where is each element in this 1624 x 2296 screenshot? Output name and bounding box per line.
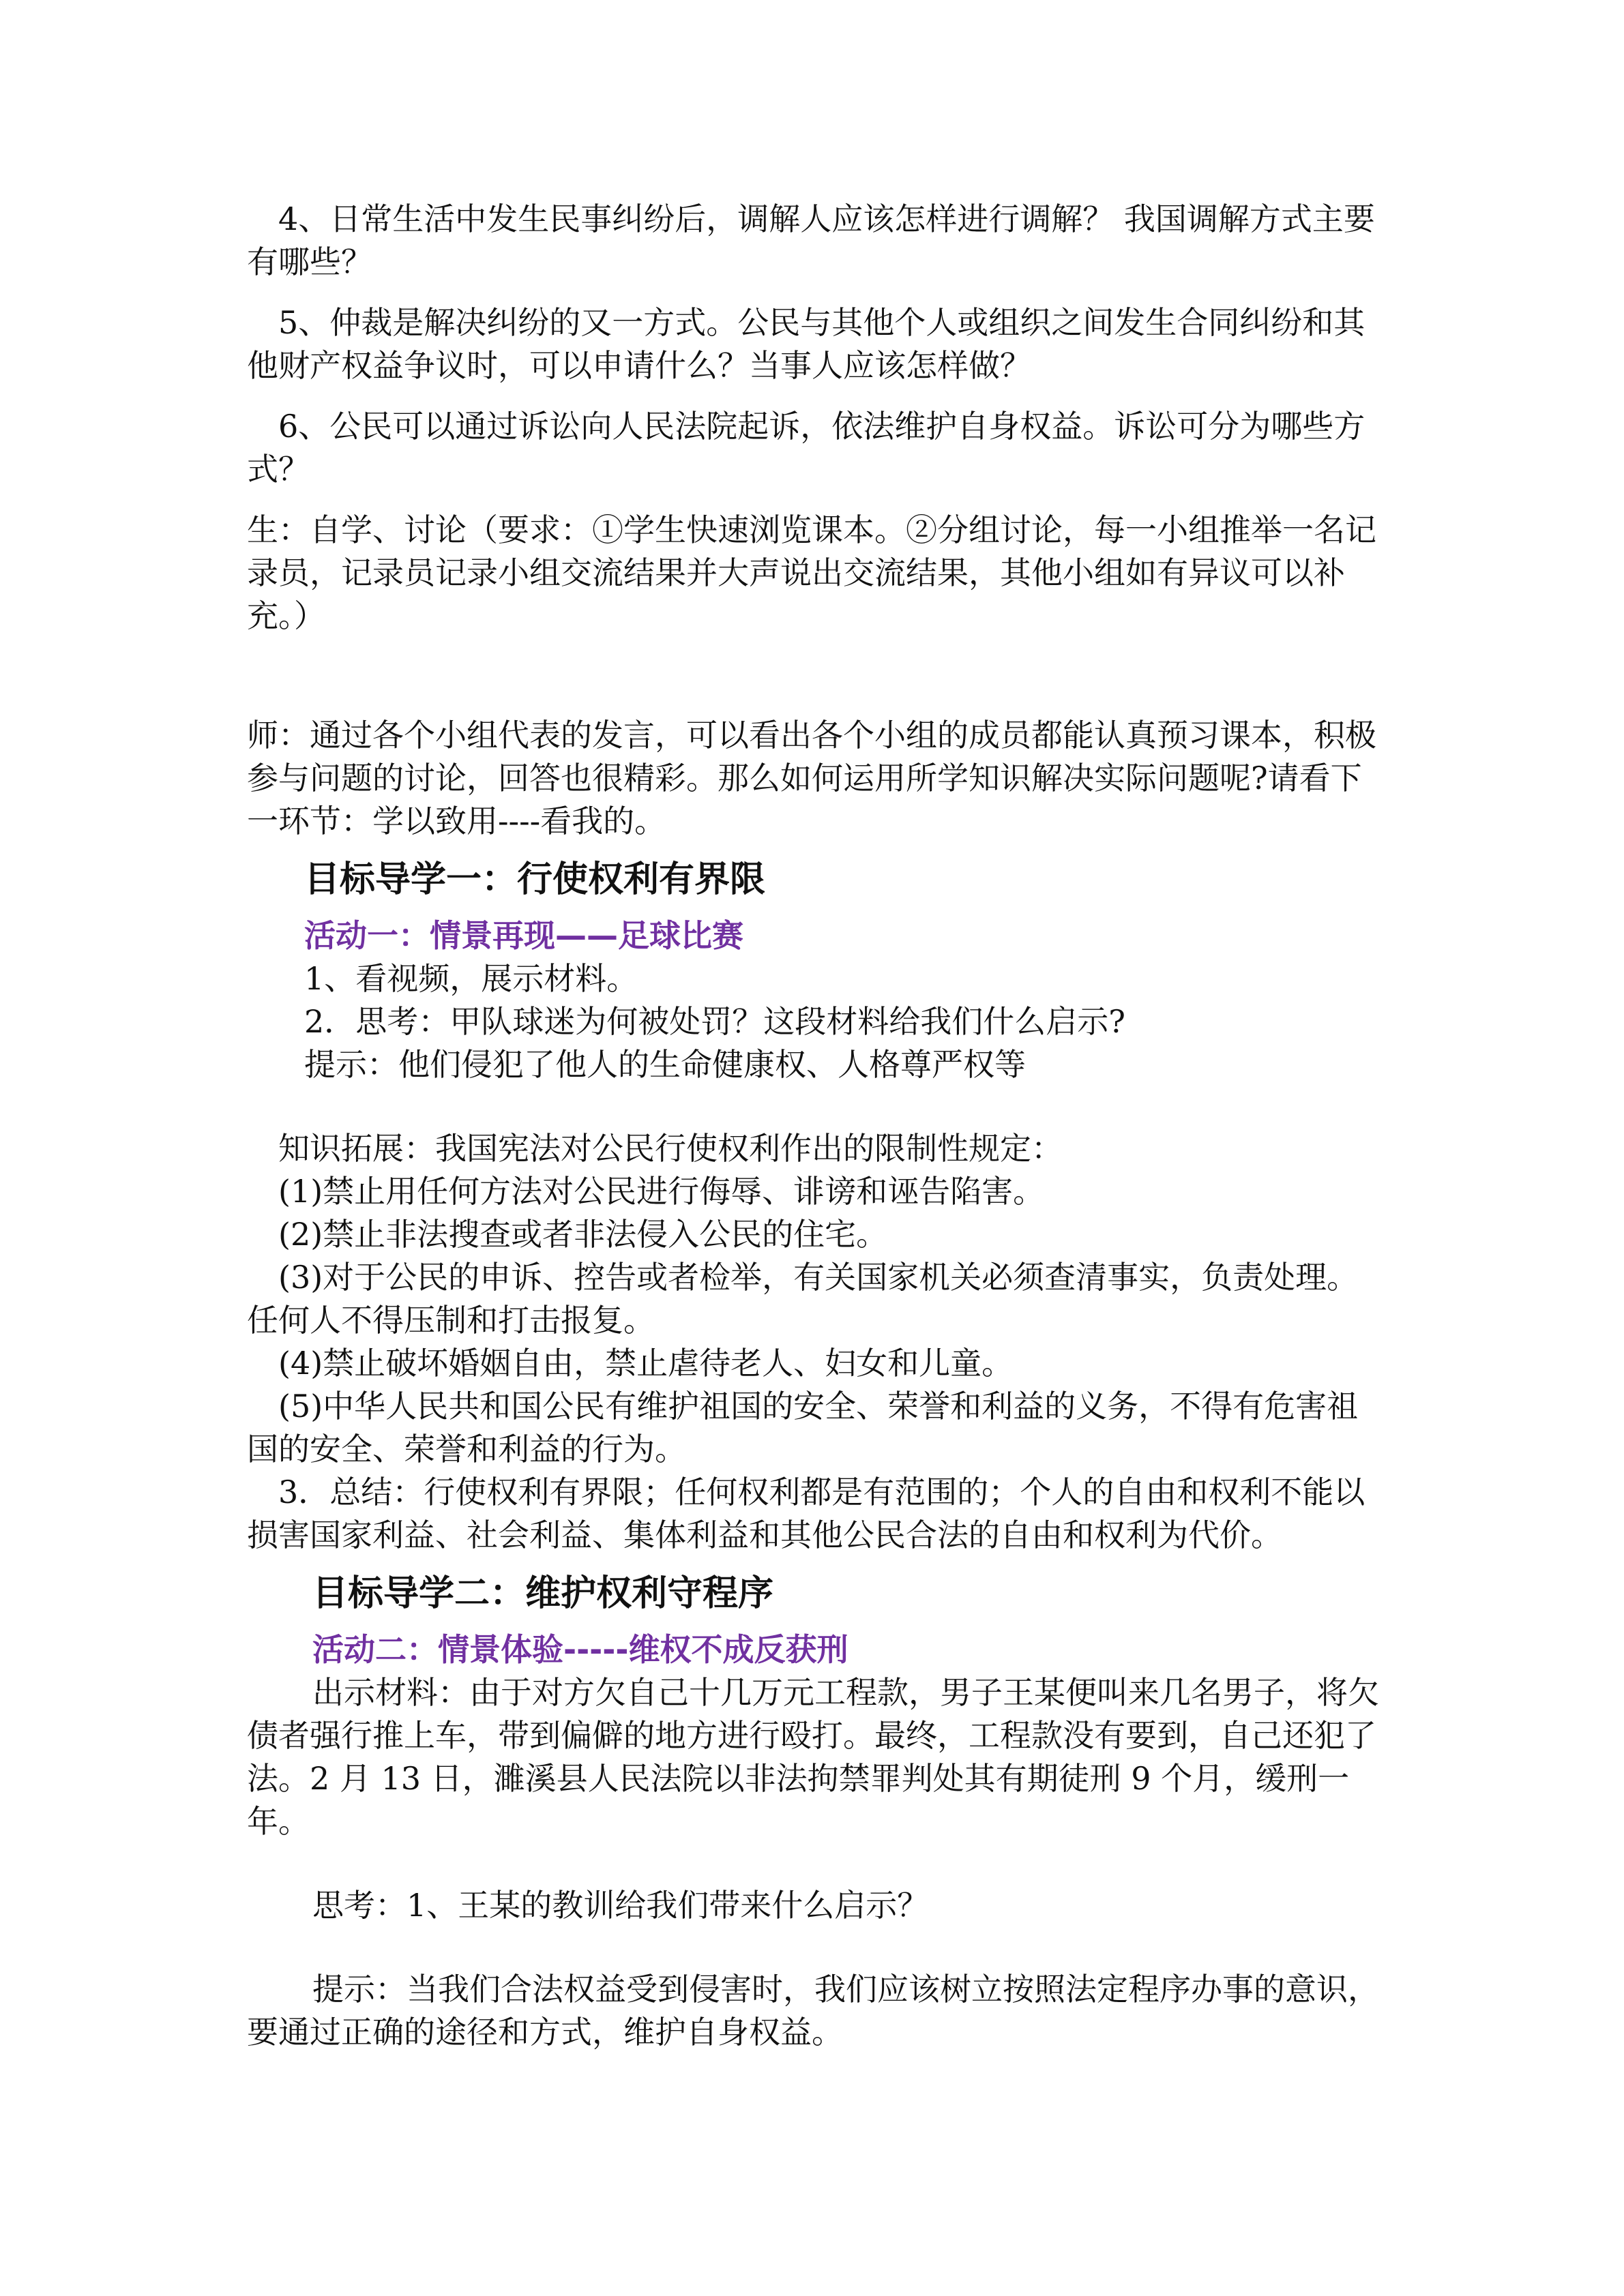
activity-1-hint: 提示：他们侵犯了他人的生命健康权、人格尊严权等 (304, 1046, 1026, 1083)
knowledge-extension-title: 知识拓展：我国宪法对公民行使权利作出的限制性规定： (278, 1130, 1063, 1167)
activity-2-material: 出示材料：由于对方欠自己十几万元工程款，男子王某便叫来几名男子，将欠债者强行推上车，带到偏僻的地方进行殴打。最终，工程款没有要到，自己还犯了法。2 月 13 日，濉溪县人民法院以非法拘禁罪判处其有期徒刑 9 个月，缓刑一年。 (247, 1674, 1379, 1840)
extension-item-5: (5)中华人民共和国公民有维护祖国的安全、荣誉和利益的义务，不得有危害祖国的安全、荣誉和利益的行为。 (247, 1388, 1359, 1467)
activity-1-title: 活动一：情景再现——足球比赛 (304, 917, 743, 954)
question-6: 6、公民可以通过诉讼向人民法院起诉，依法维护自身权益。诉讼可分为哪些方式？ (247, 408, 1365, 488)
document-page (247, 198, 1379, 2054)
section1-heading: 目标导学一：行使权利有界限 (304, 859, 766, 900)
section2-heading: 目标导学二：维护权利守程序 (312, 1573, 774, 1614)
activity-2-think: 思考：1、王某的教训给我们带来什么启示？ (312, 1887, 929, 1924)
activity-1-step-1: 1、看视频，展示材料。 (304, 960, 638, 997)
activity-2-title: 活动二：情景体验-----维权不成反获刑 (312, 1631, 848, 1668)
extension-item-2: (2)禁止非法搜查或者非法侵入公民的住宅。 (278, 1216, 888, 1253)
extension-item-3: (3)对于公民的申诉、控告或者检举，有关国家机关必须查清事实，负责处理。任何人不得压制和打击报复。 (247, 1259, 1359, 1339)
teacher-remark: 师：通过各个小组代表的发言，可以看出各个小组的成员都能认真预习课本，积极参与问题的讨论，回答也很精彩。那么如何运用所学知识解决实际问题呢?请看下一环节：学以致用----看我的。 (247, 717, 1376, 839)
activity-2-hint: 提示：当我们合法权益受到侵害时，我们应该树立按照法定程序办事的意识，要通过正确的途径和方式，维护自身权益。 (247, 1971, 1379, 2051)
section1-summary: 3．总结：行使权利有界限；任何权利都是有范围的；个人的自由和权利不能以损害国家利益、社会利益、集体利益和其他公民合法的自由和权利为代价。 (247, 1474, 1365, 1553)
student-activity: 生：自学、讨论（要求：①学生快速浏览课本。②分组讨论，每一小组推举一名记录员，记录员记录小组交流结果并大声说出交流结果，其他小组如有异议可以补充。） (247, 511, 1376, 634)
question-5: 5、仲裁是解决纠纷的又一方式。公民与其他个人或组织之间发生合同纠纷和其他财产权益争议时，可以申请什么？当事人应该怎样做？ (247, 304, 1365, 384)
question-4: 4、日常生活中发生民事纠纷后，调解人应该怎样进行调解？ 我国调解方式主要有哪些？ (247, 200, 1375, 280)
extension-item-1: (1)禁止用任何方法对公民进行侮辱、诽谤和诬告陷害。 (278, 1173, 1045, 1210)
extension-item-4: (4)禁止破坏婚姻自由，禁止虐待老人、妇女和儿童。 (278, 1345, 1014, 1382)
activity-1-step-2: 2．思考：甲队球迷为何被处罚？这段材料给我们什么启示? (304, 1003, 1125, 1040)
